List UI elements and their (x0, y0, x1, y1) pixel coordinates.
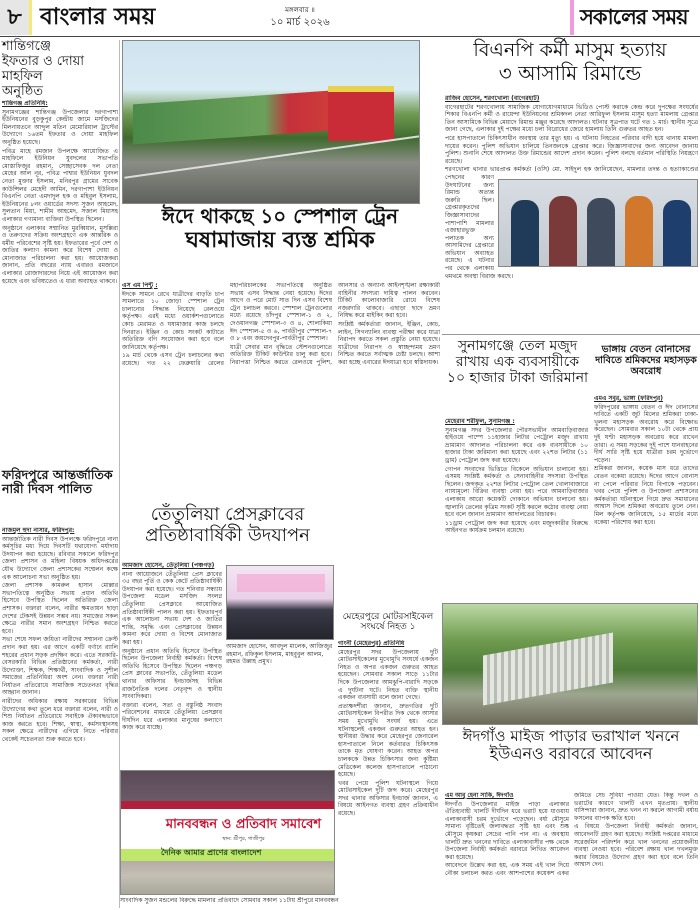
issue-date: ১০ মার্চ ২০২৬ (270, 17, 330, 28)
article-womens-day (2, 468, 118, 497)
tetulia-headline: তেঁতুলিয়া প্রেসক্লাবের প্রতিষ্ঠাবার্ষিকী উদযাপন (145, 504, 310, 546)
accused-photo (498, 179, 698, 267)
article-eidgaon-body: এম আবু হেনা সাকি, ঈদগাঁও ঈদগাঁও উপজেলার মাইজ পাড়া এলাকার ঐতিহ্যবাহী খালটি দীর্ঘদিন ধরে ভরাট হয়ে যাওয়ায় এলাকাবাসী চরম দুর্ভোগে পড়েছেন। বর্ষা মৌসুমে সামান্য বৃষ্টিতেই জলাবদ্ধতা সৃষ্টি হয় এবং শুষ্ক মৌসুমে কৃষকরা সেচের পানি পান না। এ অবস্থায় খালটি দ্রুত খননের দাবিতে এলাকাবাসীর পক্ষ থেকে উপজেলা নির্বাহী কর্মকর্তা বরাবরে লিখিত আবেদন করা হয়েছে। আবেদনে উল্লেখ করা হয়, এক সময় এই খাল দিয়ে নৌকা চলাচল করত এবং আশপাশের কয়েকশ একর জমিতে সেচ সুবিধা পাওয়া যেত। কিন্তু দখল ও ভরাটের কারণে খালটি এখন মৃতপ্রায়। স্থানীয় বাসিন্দারা জানান, দ্রুত খনন না করলে আগামী বর্ষায় ফসলের ব্যাপক ক্ষতি হবে। এ বিষয়ে উপজেলা নির্বাহী কর্মকর্তা জানান, আবেদনটি গ্রহণ করা হয়েছে। সংশ্লিষ্ট দপ্তরের মাধ্যমে সরেজমিন পরিদর্শন করে খাল খননের প্রয়োজনীয় ব্যবস্থা নেওয়া হবে। পরিবেশ রক্ষায় খাল দখলমুক্ত করার বিষয়েও উদ্যোগ গ্রহণ করা হবে বলে তিনি আশ্বাস দেন। (445, 792, 698, 877)
press-club-photo (226, 565, 334, 640)
article-iftar (2, 40, 118, 100)
issue-day: মঙ্গলবার ॥ (285, 6, 315, 14)
oil-headline: সুনামগঞ্জে তেল মজুদ রাখায় এক ব্যবসায়ীকে ১০ হাজার টাকা জরিমানা (446, 338, 589, 387)
protest-caption: সাংবাদিক সুজন মন্ডলের বিরুদ্ধে মামলার প্রতিবাদে সোমবার সকাল ১১টায় শ্রীপুরে মানববন্ধন (120, 897, 339, 904)
page-number: ৮ (0, 0, 32, 35)
train-engine (328, 86, 394, 141)
article-tetulia-body: আমজাদ হোসেন, তেঁতুলিয়া (পঞ্চগড়) নানা আয়োজনে তেঁতুলিয়া প্রেস ক্লাবের ৩৫ বছর পূর্তি ও কেক কেটে প্রতিষ্ঠাবার্ষিকী উদযাপন করা হয়েছে। গত শনিবার সন্ধ্যায় উপজেলা মডেল মসজিদ সংলগ্ন তেঁতুলিয়া প্রেসক্লাবে আয়োজিত প্রতিষ্ঠাবার্ষিকী পালন করা হয়। ইফতারপূর্ব এক আলোচনা সভায় দেশ ও জাতির শান্তি, সমৃদ্ধি এবং প্রেসক্লাবের উন্নয়ন কামনা করে দোয়া ও বিশেষ মোনাজাত করা হয়। অনুষ্ঠানে প্রধান অতিথি হিসেবে উপস্থিত ছিলেন উপজেলা নির্বাহী কর্মকর্তা। বিশেষ অতিথি হিসেবে উপস্থিত ছিলেন পঞ্চগড় প্রেস ক্লাবের সভাপতি, তেঁতুলিয়া মডেল থানার অফিসার ইনচার্জসহ বিভিন্ন রাজনৈতিক দলের নেতৃবৃন্দ ও স্থানীয় সাংবাদিকরা। বক্তারা বলেন, সত্য ও বস্তুনিষ্ঠ সংবাদ পরিবেশনের মাধ্যমে তেঁতুলিয়া প্রেসক্লাব দীর্ঘদিন ধরে এলাকার মানুষের কল্যাণে কাজ করে যাচ্ছে। (122, 562, 222, 732)
train-headline: ঈদে থাকছে ১০ স্পেশাল ট্রেন ঘষামাজায় ব্যস্ত শ্রমিক (161, 204, 399, 253)
canal-photo (442, 603, 698, 725)
meherpur-headline: মেহেরপুরে মোটরসাইকেল সংঘর্ষে নিহত ১ (342, 612, 434, 633)
masum-headline: বিএনপি কর্মী মাসুম হত্যায় ৩ আসামি রিমান্ডে (473, 39, 667, 85)
protest-banner-photo (120, 770, 335, 895)
bhanga-headline: ভাঙ্গায় বেতন বোনাসের দাবিতে শ্রমিকদের মহাসড়ক অবরোধ (595, 344, 697, 377)
masthead-logo: সকালের সময় (570, 0, 700, 35)
press-club-caption: আমজাদ হোসেন, আবদুল মালেক, আজিজুর রহমান, রফিকুল ইসলাম, মাহবুবুল আলম, রহমত উল্লাহ প্রমুখ। (226, 643, 333, 665)
section-title: বাংলার সময় (40, 4, 156, 30)
article-meherpur-body: গাংনী (মেহেরপুর) প্রতিনিধি মেহেরপুর সদর উপজেলায় দুটি মোটরসাইকেলের মুখোমুখি সংঘর্ষে একজন নিহত ও অপর একজন গুরুতর আহত হয়েছেন। সোমবার সকাল সাড়ে ১১টার দিকে উপজেলার আমঝুপি-বারাদি সড়কে এ দুর্ঘটনা ঘটে। নিহত ব্যক্তি স্থানীয় একজন ব্যবসায়ী বলে জানা গেছে। প্রত্যক্ষদর্শীরা জানান, দ্রুতগতির দুটি মোটরসাইকেল বিপরীত দিক থেকে আসার সময় মুখোমুখি সংঘর্ষ হয়। এতে ঘটনাস্থলেই একজন গুরুতর আহত হন। স্থানীয়রা উদ্ধার করে মেহেরপুর জেনারেল হাসপাতালে নিলে কর্তব্যরত চিকিৎসক তাকে মৃত ঘোষণা করেন। আহত অপর চালককে উন্নত চিকিৎসার জন্য কুষ্টিয়া মেডিকেল কলেজ হাসপাতালে পাঠানো হয়েছে। খবর পেয়ে পুলিশ ঘটনাস্থলে গিয়ে মোটরসাইকেল দুটি জব্দ করে। মেহেরপুর সদর থানার অফিসার ইনচার্জ জানান, এ বিষয়ে আইনগত ব্যবস্থা গ্রহণ প্রক্রিয়াধীন রয়েছে। (338, 640, 438, 818)
page-header (0, 0, 700, 37)
article-womens-day-body: নাজমুল হুদা নাসার, ফরিদপুর: আন্তর্জাতিক নারী দিবস উপলক্ষে ফরিদপুরে নানা কর্মসূচির মধ্য দিয়ে দিবসটি যথাযোগ্য মর্যাদায় উদযাপন করা হয়েছে। রবিবার সকালে ফরিদপুর জেলা প্রশাসন ও মহিলা বিষয়ক অধিদপ্তরের যৌথ উদ্যোগে জেলা প্রশাসকের সম্মেলন কক্ষে এক আলোচনা সভা অনুষ্ঠিত হয়। জেলা প্রশাসক কামরুল হাসান মোল্লার সভাপতিত্বে অনুষ্ঠিত সভায় প্রধান অতিথি হিসেবে উপস্থিত ছিলেন অতিরিক্ত জেলা প্রশাসক। বক্তারা বলেন, নারীর ক্ষমতায়ন ছাড়া দেশের টেকসই উন্নয়ন সম্ভব নয়। সমাজের সকল ক্ষেত্রে নারীর সমান অংশগ্রহণ নিশ্চিত করতে হবে। সভা শেষে সফল জয়িতা নারীদের সম্মাননা ক্রেস্ট প্রদান করা হয়। এর আগে একটি বর্ণাঢ্য র‍্যালি শহরের প্রধান সড়ক প্রদক্ষিণ করে। এতে সরকারি-বেসরকারি বিভিন্ন প্রতিষ্ঠানের কর্মকর্তা, নারী উদ্যোক্তা, শিক্ষক, শিক্ষার্থী, সাংবাদিক ও সুশীল সমাজের প্রতিনিধিরা অংশ নেন। বক্তারা নারী নির্যাতন প্রতিরোধে সামাজিক সচেতনতা বৃদ্ধির আহ্বান জানান। নারীদের অধিকার রক্ষায় সরকারের বিভিন্ন উদ্যোগের কথা তুলে ধরে বক্তারা বলেন, নারী ও শিশু নির্যাতন প্রতিরোধে সবাইকে ঐক্যবদ্ধভাবে কাজ করতে হবে। শিক্ষা, স্বাস্থ্য, কর্মসংস্থানসহ সকল ক্ষেত্রে নারীদের এগিয়ে নিতে পরিবার থেকেই সচেতনতা শুরু করতে হবে। (2, 527, 118, 744)
article-bhanga-body: এমএ সবুর, ভাঙ্গা (ফরিদপুর) ফরিদপুরের ভাঙ্গায় বেতন ও ঈদ বোনাসের দাবিতে একটি জুট মিলের শ্রমিকরা ঢাকা-খুলনা মহাসড়ক অবরোধ করে বিক্ষোভ করেছেন। সোমবার সকাল ১০টা থেকে প্রায় দুই ঘণ্টা মহাসড়ক অবরোধ করে রাখেন তারা। এ সময় সড়কের দুই পাশে যানবাহনের দীর্ঘ সারি সৃষ্টি হয়ে যাত্রীরা চরম দুর্ভোগে পড়েন। শ্রমিকরা জানান, কয়েক মাস ধরে তাদের বেতন বকেয়া রয়েছে। ঈদের আগে বোনাস না পেলে পরিবার নিয়ে বিপাকে পড়বেন। খবর পেয়ে পুলিশ ও উপজেলা প্রশাসনের কর্মকর্তারা ঘটনাস্থলে গিয়ে দ্রুত সমাধানের আশ্বাস দিলে শ্রমিকরা অবরোধ তুলে নেন। মিল কর্তৃপক্ষ জানিয়েছে, ১৫ মার্চের মধ্যে বকেয়া পরিশোধ করা হবে। (594, 395, 698, 526)
protest-banner: মানববন্ধন ও প্রতিবাদ সমাবেশ স্থান: শ্রীপুর, গাজীপুর দৈনিক আমার প্রাণের বাংলাদেশ (121, 801, 335, 861)
fence (483, 633, 613, 706)
article-oil-body: মেহেরাব শরীফুল, সুনামগঞ্জ : সুনামগঞ্জ সদর উপজেলার পৌরসভাধীন আমবাড়িবাজার হাইওয়ে পাম্পে ১১হাজার লিটার পেট্রোল মজুদ রাখায় ভ্রাম্যমাণ আদালত পরিচালনা করে এক ব্যবসায়ীকে ১০ হাজার টাকা জরিমানা করা হয়েছে এবং ২২শত লিটার (১১ ড্রাম) পেট্রোল জব্দ করা হয়েছে। গোপন সংবাদের ভিত্তিতে বিকেলে অভিযান চালানো হয়। এসময় সংশ্লিষ্ট কর্মকর্তা ও সেনাবাহিনীর সদস্যরা উপস্থিত ছিলেন। জব্দকৃত ২২শত লিটার পেট্রোল তেল খোলাবাজারে ন্যায্যমূল্যে বিক্রির ব্যবস্থা নেয়া হয়। পরে আমবাড়িবাজার এলাকায় আরো কয়েকটি দোকানে অভিযান চালানো হয়। জ্বালানি তেলের কৃত্রিম সংকট সৃষ্টি করলে কঠোর ব্যবস্থা নেয়া হবে বলে জানান ভ্রাম্যমাণ আদালতের বিচারক। ১১ড্রাম পেট্রোল জব্দ করা হয়েছে এবং মজুদকারীর বিরুদ্ধে আইনগত কার্যক্রম চলমান রয়েছে। (445, 418, 588, 535)
eidgaon-headline: ঈদগাঁও মাইজ পাড়ার ভরাখাল খননে ইউএনও বরাবরে আবেদন (462, 727, 680, 764)
headline: ফরিদপুরে আন্তর্জাতিক নারী দিবস পালিত (2, 467, 113, 497)
article-iftar-body: শান্তিগঞ্জ প্রতিনিধি: সুনামগঞ্জের শান্তিগঞ্জ উপজেলার দরগাপাশা ইউনিয়নের বুড়কুপুর কেন্দ্রীয় জামে মসজিদের মিলনায়তনে আব্দুল মতিন মেমোরিয়াল ট্রাস্টের উদ্যোগে ১৬তম ইফতার ও দোয়া মাহফিল অনুষ্ঠিত হয়েছে। পবিত্র মাহে রমজান উপলক্ষে আয়োজিত এ মাহফিলে ইউনিয়ন যুবদলের সভাপতি মোস্তাফিজুর রহমান, সেচ্ছাসেবক দল নেতা মেহের আল নূর, পবিত্র পাশ্বার ইউনিয়ন যুবদল নেতা মুক্তার ইসলাম, মনিরপুর গ্রামের সাবেক কাউন্সিলর মেহেদী আমিন, দরগাপাশা ইউনিয়ন বিএনপি নেতা এমদাদুল হক ও মহিবুল ইসলাম, ইউনিয়নের ৮নং ওয়ার্ডের সদস্য সুজন আহমেদ, সুলতান মিয়া, শামীম আহমেদ, সজাল মিয়াসহ এলাকার গণ্যমান্য ব্যক্তিরা উপস্থিত ছিলেন। অনুষ্ঠানে এলাকার সম্মানিত মুরব্বিয়ান, মুসল্লিরা ও তরুণদের সক্রিয় অংশগ্রহণে এক আন্তরিক ও ধর্মীয় পরিবেশের সৃষ্টি হয়। ইফতারের পূর্বে দেশ ও জাতির কল্যাণ কামনা করে বিশেষ দোয়া ও মোনাজাত পরিচালনা করা হয়। আয়োজকরা জানান, প্রতি বছরের ন্যায় এবারও রমজানে এলাকার রোজাদারদের নিয়ে এই আয়োজন করা হয়েছে এবং ভবিষ্যতেও এ ধারা অব্যাহত থাকবে। (2, 100, 118, 285)
section-divider (442, 334, 700, 335)
article-train-body: এস এম পিন্টু : ঈদকে সামনে রেখে যাত্রীদের বাড়তি চাপ সামলাতে ১০ জোড়া স্পেশাল ট্রেন চালানোর সিদ্ধান্ত নিয়েছে রেলওয়ে কর্তৃপক্ষ। এরই মধ্যে ওয়ার্কশপগুলোতে কোচ মেরামত ও ঘষামাজার কাজ চলছে দিনরাত। ইঞ্জিন ও কোচ সংকট কাটাতে অতিরিক্ত বগি সংযোজন করা হবে বলে জানিয়েছে কর্তৃপক্ষ। ১৯ মার্চ থেকে এসব ট্রেন চলাচলের কথা রয়েছে। গত ২২ ফেব্রুয়ারি রেলের মহাপরিচালকের সভাপতিত্বে অনুষ্ঠিত সভায় এসব সিদ্ধান্ত নেয়া হয়েছে। ঈদের আগে ও পরে মোট সাত দিন এসব বিশেষ ট্রেন চলাচল করবে। স্পেশাল ট্রেনগুলোর মধ্যে রয়েছে চাঁদপুর স্পেশাল-১ ও ২, দেওয়ানগঞ্জ স্পেশাল-৩ ও ৪, শোলাকিয়া ঈদ স্পেশাল-৫ ও ৬, পার্বতীপুর স্পেশাল-৭ ও ৮ এবং জয়দেবপুর-পার্বতীপুর স্পেশাল। যাত্রী সেবার মান বৃদ্ধিতে স্টেশনগুলোতে অতিরিক্ত টিকিট কাউন্টার চালু করা হবে। নিরাপত্তা নিশ্চিত করতে রেলওয়ে পুলিশ, আনসার ও অন্যান্য আইনশৃঙ্খলা রক্ষাকারী বাহিনীর সদস্যরা দায়িত্ব পালন করবেন। টিকিট কালোবাজারি রোধে বিশেষ নজরদারি থাকবে। এছাড়া ছাদে ভ্রমণ নিষিদ্ধ করে মাইকিং করা হবে। সংশ্লিষ্ট কর্মকর্তারা জানান, ইঞ্জিন, কোচ, লাইন, সিগন্যালিং ব্যবস্থা পরীক্ষা করে যাত্রা নিরাপদ করতে সকল প্রস্তুতি নেয়া হয়েছে। যাত্রীদের নিরাপদ ও স্বাচ্ছন্দ্যময় ভ্রমণ নিশ্চিত করতে সর্বাত্মক চেষ্টা চলছে। আশা করা হচ্ছে এবারের ঈদযাত্রা হবে স্বস্তিদায়ক। (122, 282, 440, 367)
article-masum-body: রাজিব হোসেন, শরণখোলা (বাগেরহাট) বাগেরহাটের শরণখোলায় সামাজিক যোগাযোগমাধ্যমে ভিডিও পোস্ট করাকে কেন্দ্র করে দুপক্ষের সংঘর্ষের শিকার বিএনপি কর্মী ও রায়েন্দা ইউনিয়নের শ্রমিকদল নেতা আরিফুল ইসলাম মাসুম হত্যা মামলায় গ্রেপ্তার তিন আসামিকে বিভিন্ন মেয়াদে রিমান্ড মঞ্জুর করেছে আদালত। ঘটনার সূত্রপাত ঘটে গত ১ মার্চ। স্থানীয় সূত্রে জানা গেছে, এলাকার দুই পক্ষের মধ্যে চলা বিরোধের জেরে হামলায় তিনি গুরুতর আহত হন। পরে হাসপাতালে চিকিৎসাধীন অবস্থায় তার মৃত্যু হয়। এ ঘটনায় নিহতের পরিবার বাদী হয়ে থানায় মামলা দায়ের করেন। পুলিশ অভিযান চালিয়ে তিনজনকে গ্রেপ্তার করে। জিজ্ঞাসাবাদের জন্য আবেদন জানায় পুলিশ। শুনানি শেষে আদালত উক্ত রিমান্ডের আদেশ প্রদান করেন। পুলিশ বলছে বর্তমান পরিস্থিতি নিয়ন্ত্রণে রয়েছে। শরণখোলা থানার ভারপ্রাপ্ত কর্মকর্তা (ওসি) মো. সাইদুল হক জানিয়েছেন, মামলার তদন্ত ও হত্যাকাণ্ডের পেছনের কারণ উদঘাটনের জন্য রিমান্ড অত্যন্ত জরুরি ছিল। গ্রেপ্তারকৃতদের জিজ্ঞাসাবাদের পাশাপাশি মামলার এজাহারভুক্ত পলাতক অন্য আসামিদের গ্রেপ্তারে অভিযান অব্যাহত রয়েছে। এ ঘটনার পর থেকে এলাকায় থমথমে অবস্থা বিরাজ করছে। (445, 95, 698, 280)
train-photo (122, 40, 420, 204)
headline: শান্তিগঞ্জে ইফতার ও দোয়া মাহফিল অনুষ্ঠিত (2, 39, 85, 99)
